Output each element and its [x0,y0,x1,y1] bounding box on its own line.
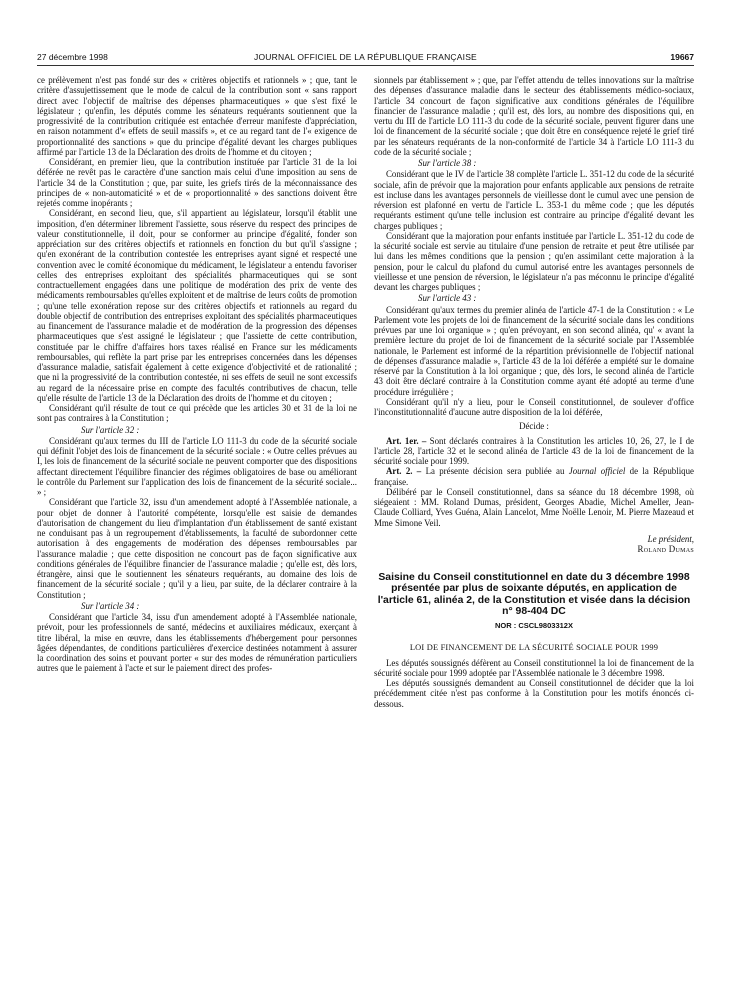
header-journal-title: JOURNAL OFFICIEL DE LA RÉPUBLIQUE FRANÇAISE [254,52,477,62]
right-column-body [374,75,694,528]
left-column [37,75,357,674]
signature-title: Le président, [647,533,694,544]
article-paragraph [374,436,694,467]
body-paragraph: Considérant qu'il résulte de tout ce qui précède que les articles 30 et 31 de la loi ne sont pas contraires à la Constitution ; [37,403,357,424]
article-label: Art. 1er. – [386,435,427,446]
header-page-number: 19667 [670,52,694,62]
article-italic-text: Journal officiel [568,466,626,477]
article-text: Sont déclarés contraires à la Constitution les articles 10, 26, 27, le I de l'article 28, l'article 32 et le second alinéa de l'article 43 de la loi de financement de la sécurité sociale pour 1999. [374,435,694,466]
header-rule [37,65,694,66]
section-subheading: Sur l'article 38 : [418,158,477,168]
signature-name: Roland Dumas [637,544,694,554]
saisine-paragraph: Les députés soussignés demandent au Conseil constitutionnel de décider que la loi précédemment citée n'est pas conforme à la Constitution pour les motifs énoncés ci-dessous. [374,678,694,709]
right-column [374,75,694,709]
body-paragraph: Considérant, en second lieu, que, s'il appartient au législateur, lorsqu'il établit une imposition, d'en déterminer librement l'assiette, sous réserve du respect des principes de valeur constitutionnelle, il doit, pour se conformer au principe d'égalité, fonder son appréciation sur des critères objectifs et rationnels en fonction du but qu'il s'assigne ; qu'en exonérant de la contribution contestée les entreprises ayant signé et respecté une convention avec le comité économique du médicament, le législateur a entendu favoriser celles des entreprises exploitant des spécialités pharmaceutiques qui se sont contractuellement engagées dans une politique de modération des prix de vente des médicaments remboursables qu'elles exploitent et de maîtrise de leurs coûts de promotion ; qu'une telle exonération repose sur des critères objectifs et rationnels au regard du double objectif de contribution des entreprises exploitant des spécialités pharmaceutiques au financement de l'assurance maladie et de modération de la progression des dépenses pharmaceutiques que s'est assigné le législateur ; que l'assiette de cette contribution, constituée par le chiffre d'affaires hors taxes réalisé en France sur les médicaments remboursables, qui reflète la part prise par les entreprises concernées dans les dépenses d'assurance maladie, satisfait également à cette exigence d'objectivité et de rationalité ; que ni la progressivité de la contribution contestée, ni ses effets de seuil ne sont excessifs au regard de la nécessaire prise en compte des facultés contributives de chacun, telle qu'elle résulte de l'article 13 de la Déclaration des droits de l'homme et du citoyen ; [37,208,357,403]
article-text: de la République française. [374,466,694,487]
body-paragraph: Considérant, en premier lieu, que la contribution instituée par l'article 31 de la loi déférée ne revêt pas le caractère d'une sanction mais celui d'une imposition au sens de l'article 34 de la Constitution ; que, par suite, les griefs tirés de la méconnaissance des principes de « non-automaticité » et de « proportionnalité » des sanctions doivent être rejetés comme inopérants ; [37,157,357,208]
body-paragraph: Considérant qu'il n'y a lieu, pour le Conseil constitutionnel, de soulever d'office l'inconstitutionnalité d'aucune autre disposition de la loi déférée, [374,396,694,417]
body-paragraph: Considérant qu'aux termes du III de l'article LO 111-3 du code de la sécurité sociale qui définit l'objet des lois de financement de la sécurité sociale : « Outre celles prévues au I, les lois de financement de la sécurité sociale ne peuvent comporter que des dispositions affectant directement l'équilibre financier des régimes obligatoires de base ou améliorant le contrôle du Parlement sur l'application des lois de financement de la sécurité sociale... » ; [37,435,357,497]
body-paragraph: Considérant que la majoration pour enfants instituée par l'article L. 351-12 du code de la sécurité sociale est servie au titulaire d'une pension de retraite et peut être utilisée par lui dans les mêmes conditions que la pension ; qu'en assimilant cette majoration à la pension, pour le calcul du plafond du cumul autorisé entre les avantages personnels de vieillesse et une pension de réversion, le législateur n'a pas méconnu le principe d'égalité devant les charges publiques ; [374,230,694,292]
decision-heading: Décide : [519,421,549,432]
article-paragraph [374,466,694,487]
body-paragraph: sionnels par établissement » ; que, par l'effet attendu de telles innovations sur la maîtrise des dépenses d'assurance maladie dans le secteur des établissements médico-sociaux, l'article 34 concourt de façon significative aux conditions générales de l'équilibre financier de l'assurance maladie ; qu'il est, dès lors, au nombre des dispositions qui, en vertu du III de l'article LO 111-3 du code de la sécurité sociale, peuvent figurer dans une loi de financement de la sécurité sociale ; que doit être en conséquence rejeté le grief tiré par les sénateurs requérants de la non-conformité de l'article 34 à l'article LO 111-3 du code de la sécurité sociale ; [374,75,694,157]
section-subheading: Sur l'article 43 : [418,293,477,304]
article-text: La présente décision sera publiée au [421,466,569,477]
article-label: Art. 2. – [386,466,422,477]
saisine-paragraph: Les députés soussignés défèrent au Conseil constitutionnel la loi de financement de la sécurité sociale pour 1999 adoptée par l'Assemblée nationale le 3 décembre 1998. [374,657,694,678]
body-paragraph: Considérant qu'aux termes du premier alinéa de l'article 47-1 de la Constitution : « Le Parlement vote les projets de loi de financement de la sécurité sociale dans les conditions prévues par une loi organique » ; qu'en prévoyant, en son second alinéa, qu' « avant la première lecture du projet de loi de financement de la sécurité sociale par l'Assemblée nationale, le Parlement est informé de la répartition prévisionnelle de l'objectif national de dépenses d'assurance maladie », l'article 43 de la loi déférée a empiété sur le domaine réservé par la Constitution à la loi organique ; que, dès lors, le second alinéa de l'article 43 doit être déclaré contraire à la Constitution comme ayant été adopté au terme d'une procédure irrégulière ; [374,304,694,397]
signature-block [374,534,694,555]
saisine-heading: Saisine du Conseil constitutionnel en date du 3 décembre 1998 présentée par plus de soixante députés, en application de l'article 61, alinéa 2, de la Constitution et visée dans la décision n° 98-404 DC [377,572,691,617]
body-paragraph: Considérant que le IV de l'article 38 complète l'article L. 351-12 du code de la sécurité sociale, afin de prévoir que la majoration pour enfants applicable aux pensions de retraite est incluse dans les avantages personnels de vieillesse dont le cumul avec une pension de réversion est plafonné en vertu de l'article L. 353-1 du même code ; que les députés requérants estiment qu'une telle inclusion est contraire au principe d'égalité devant les charges publiques ; [374,169,694,231]
body-paragraph: ce prélèvement n'est pas fondé sur des « critères objectifs et rationnels » ; que, tant le critère d'assujettissement que le mode de calcul de la contribution sont « sans rapport direct avec l'objectif de maîtrise des dépenses pharmaceutiques » que s'est fixé le législateur ; qu'enfin, les députés comme les sénateurs requérants soutiennent que la progressivité de la contribution critiquée est entachée d'erreur manifeste d'appréciation, en raison notamment d'« effets de seuil massifs », et ce au regard tant de l'« exigence de proportionnalité des sanctions » que du principe d'égalité devant les charges publiques affirmé par l'article 13 de la Déclaration des droits de l'homme et du citoyen ; [37,75,357,157]
section-subheading: Sur l'article 34 : [81,600,140,611]
body-paragraph: Délibéré par le Conseil constitutionnel, dans sa séance du 18 décembre 1998, où siégeaient : MM. Roland Dumas, président, Georges Abadie, Michel Ameller, Jean-Claude Colliard, Yves Guéna, Alain Lancelot, Mme Noëlle Lenoir, M. Pierre Mazeaud et Mme Simone Veil. [374,486,694,528]
section-subheading: Sur l'article 32 : [81,424,140,435]
body-paragraph: Considérant que l'article 34, issu d'un amendement adopté à l'Assemblée nationale, prévoit, pour les professionnels de santé, médecins et auxiliaires médicaux, exerçant à titre libéral, la mise en œuvre, dans les établissements d'hébergement pour personnes âgées dépendantes, de conditions particulières d'exercice destinées notamment à assurer la coordination des soins et pouvant porter « sur des modes de rémunération particuliers autres que le paiement à l'acte et sur le paiement direct des profes- [37,612,357,674]
nor-reference: NOR : CSCL9803312X [495,621,573,631]
body-paragraph: Considérant que l'article 32, issu d'un amendement adopté à l'Assemblée nationale, a pour objet de donner à l'autorité compétente, lorsqu'elle est saisie de demandes d'autorisation de changement du lieu d'implantation d'un établissement de santé existant ne conduisant pas à un regroupement d'établissements, la faculté de subordonner cette autorisation à des engagements de modération des dépenses remboursables par l'assurance maladie ; que cette disposition ne concourt pas de façon significative aux conditions générales de l'équilibre financier de l'assurance maladie ; qu'elle est, dès lors, étrangère, ainsi que le soutiennent les sénateurs requérants, au domaine des lois de financement de la sécurité sociale ; qu'il y a lieu, par suite, de la déclarer contraire à la Constitution ; [37,497,357,600]
section-title: LOI DE FINANCEMENT DE LA SÉCURITÉ SOCIALE POUR 1999 [409,643,659,653]
header-date: 27 décembre 1998 [37,52,108,62]
